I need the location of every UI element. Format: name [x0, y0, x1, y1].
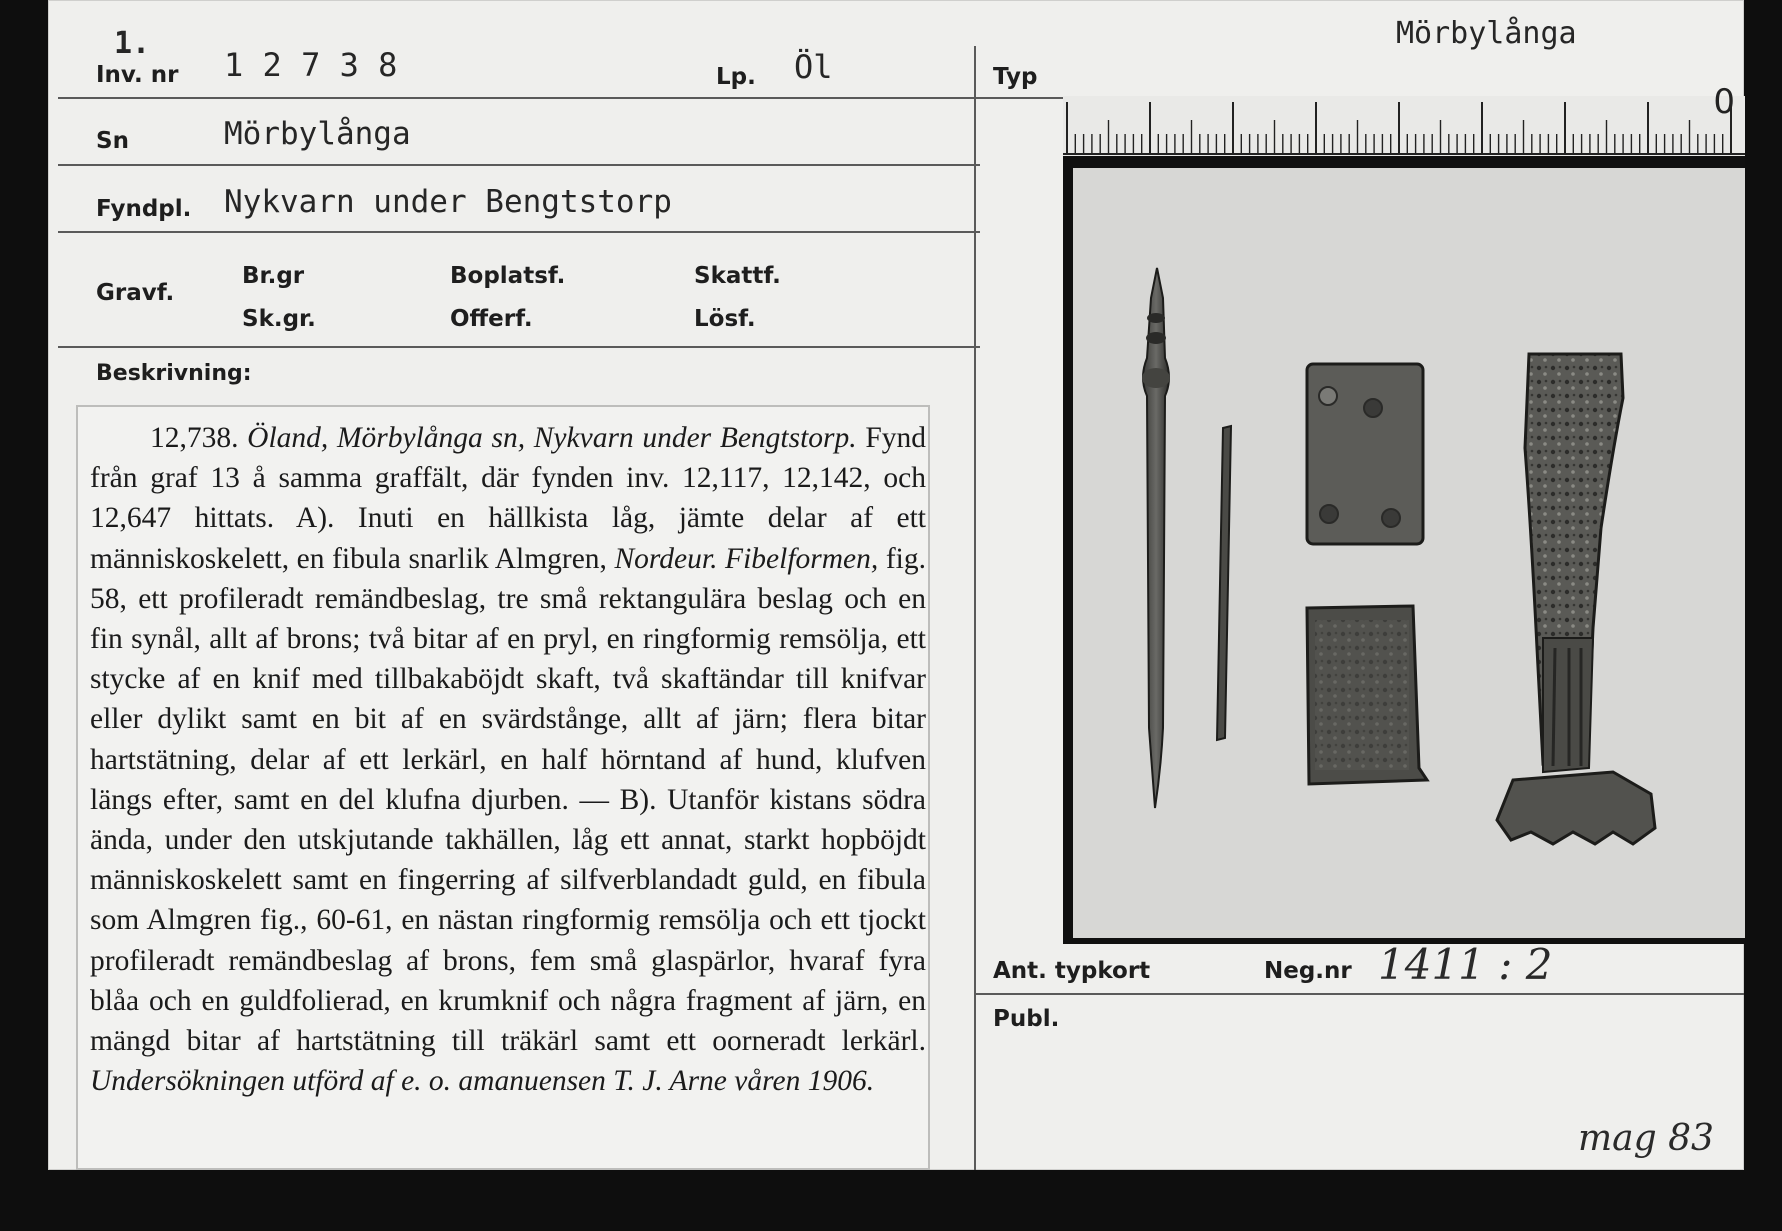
- rule-ant: [976, 993, 1744, 995]
- sk-gr-label: Sk.gr.: [242, 306, 316, 332]
- typ-label: Typ: [993, 64, 1038, 90]
- skattf-label: Skattf.: [694, 263, 781, 289]
- desc-part-3: Fynd från graf 13 å samma graffält, där fynden inv. 12,117, 12,142, och 12,647 hittats. A). Inuti en hällkista låg, jämte delar af ett människoskelett, en fibula snarlik Almgren,: [90, 422, 926, 575]
- photo-background: [1073, 168, 1745, 938]
- scale-ruler: [1063, 82, 1745, 156]
- rule-sn: [58, 164, 980, 166]
- top-right-place: Mörbylånga: [1396, 16, 1577, 51]
- rule-inv: [58, 97, 980, 99]
- ant-typkort-label: Ant. typkort: [993, 958, 1151, 984]
- column-divider: [974, 46, 976, 1170]
- neg-nr-label: Neg.nr: [1264, 958, 1352, 984]
- lp-value: Öl: [794, 48, 833, 86]
- desc-part-1: 12,738.: [150, 422, 239, 454]
- artifact-illustration: [1073, 168, 1745, 938]
- neg-nr-value: 1411 : 2: [1378, 940, 1553, 989]
- fyndpl-label: Fyndpl.: [96, 196, 192, 222]
- sn-value: Mörbylånga: [224, 116, 411, 152]
- offerf-label: Offerf.: [450, 306, 533, 332]
- publ-label: Publ.: [993, 1006, 1060, 1032]
- inv-nr-label: Inv. nr: [96, 62, 179, 88]
- beskrivning-label: Beskrivning:: [96, 361, 252, 386]
- desc-part-2: Öland, Mörbylånga sn, Nykvarn under Bengtstorp.: [247, 422, 857, 454]
- catalog-card: [48, 0, 1744, 1170]
- card-number: 1.: [114, 26, 151, 61]
- br-gr-label: Br.gr: [242, 263, 305, 289]
- rectangular-mount-1: [1307, 364, 1423, 544]
- inv-nr-value: 1 2 7 3 8: [224, 46, 398, 84]
- artifact-photo: [1063, 82, 1745, 944]
- desc-part-5: fig. 58, ett profileradt remändbeslag, tre små rektangulära beslag och en fin synål, allt af brons; två bitar af en pryl, en ringformig remsölja, ett stycke af en knif med tillbakaböjdt skaft, två skaftändar till knifvar eller dylikt samt en bit af en svärdstånge, allt af järn; flera bitar hartstätning, delar af ett lerkärl, en half hörntand af hund, klufven längs efter, samt en del klufna djurben. — B). Utanför kistans södra ända, under den utskjutande takhällen, låg ett annat, starkt hopböjdt människoskelett samt en fingerring af silfverblandadt guld, en fibula som Almgren fig., 60-61, en nästan ringformig remsölja och ett tjockt profileradt remändbeslag af brons, fem små glaspärlor, hvaraf fyra blåa och en guldfolierad, en krumknif och några fragment af järn, en mängd bitar af hartstätning till träkärl samt ett oorneradt lerkärl.: [90, 542, 926, 1058]
- boplatsf-label: Boplatsf.: [450, 263, 566, 289]
- ruler-mark: 0: [1713, 82, 1735, 122]
- desc-part-6: Undersökningen utförd af e. o. amanuensen T. J. Arne våren 1906.: [90, 1065, 875, 1098]
- losf-label: Lösf.: [694, 306, 756, 332]
- knife-handle-terminal: [1497, 354, 1655, 844]
- rule-typ: [976, 97, 1064, 99]
- fyndpl-value: Nykvarn under Bengtstorp: [224, 184, 672, 220]
- gravf-label: Gravf.: [96, 280, 175, 306]
- mag-note: mag 83: [1578, 1118, 1714, 1159]
- desc-part-4: Nordeur. Fibelformen,: [614, 542, 879, 575]
- ruler-ticks: [1063, 96, 1745, 156]
- strap-end-fitting: [1142, 268, 1170, 808]
- rule-gravf: [58, 346, 980, 348]
- sn-label: Sn: [96, 128, 129, 154]
- rule-fyndpl: [58, 231, 980, 233]
- description-text: [90, 418, 926, 1101]
- needle: [1217, 426, 1231, 740]
- rectangular-mount-2: [1307, 606, 1427, 784]
- lp-label: Lp.: [716, 64, 756, 90]
